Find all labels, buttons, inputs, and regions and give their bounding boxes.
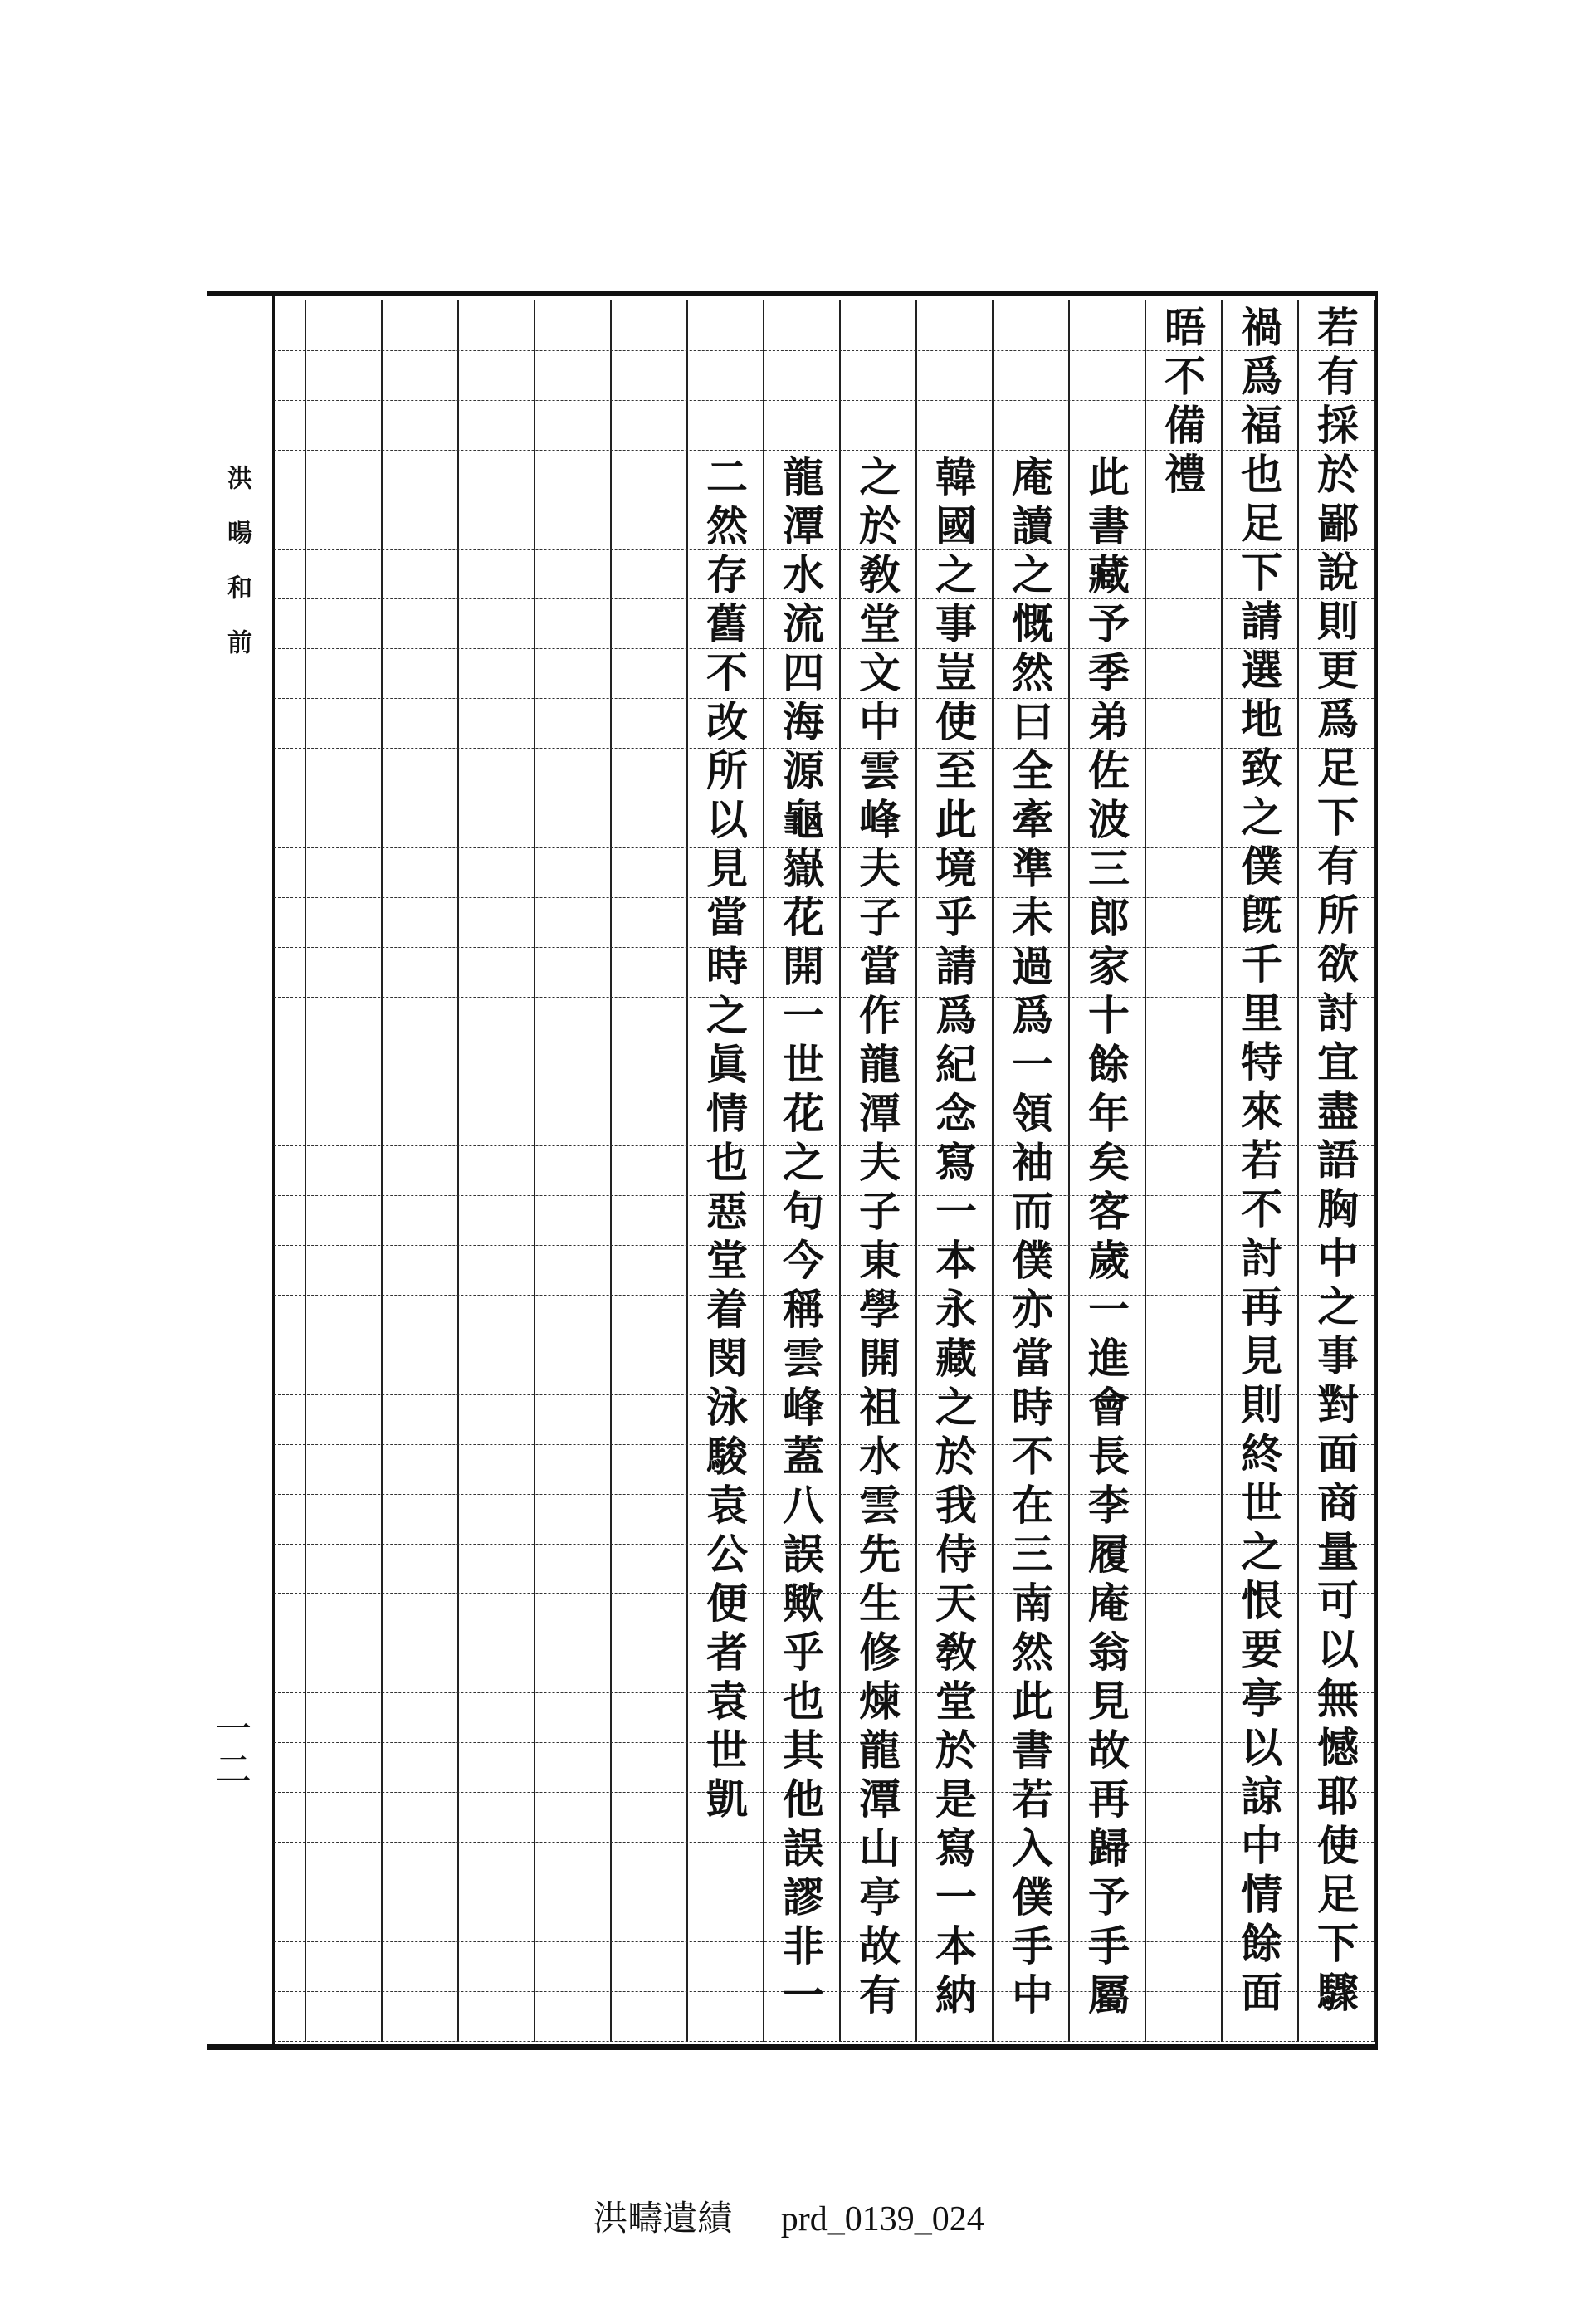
grid-column-line: [1145, 300, 1146, 2042]
grid-column-line: [610, 300, 612, 2042]
text-column-10: 二然存舊不改所以見當時之眞情也惡堂着閔泳駿袁公便者袁世凱: [700, 455, 749, 1826]
text-column-3: 晤不備禮: [1158, 305, 1207, 501]
grid-column-line: [457, 300, 459, 2042]
text-column-8: 之於敎堂文中雲峰夫子當作龍潭夫子東學開祖水雲先生修煉龍潭山亭故有: [852, 455, 901, 2022]
grid-column-line: [534, 300, 535, 2042]
text-column-1: 若有採於鄙說則更爲足下有所欲討宜盡語胸中之事對面商量可以無憾耶使足下驟: [1311, 305, 1360, 2019]
page-number: 一二: [208, 1710, 251, 1789]
grid-row-line: [274, 2041, 1374, 2042]
text-column-6: 庵讀之慨然曰全牽準未過爲一領袖而僕亦當時不在三南然此書若入僕手中: [1005, 455, 1054, 2022]
footer-doc-id: prd_0139_024: [780, 2200, 984, 2239]
grid-column-line: [1374, 300, 1375, 2042]
text-column-2: 禍爲福也足下請選地致之僕旣千里特來若不討再見則終世之恨要亭以諒中情餘面: [1234, 305, 1283, 2019]
grid-column-line: [305, 300, 306, 2042]
grid-column-line: [381, 300, 383, 2042]
text-column-9: 龍潭水流四海源龜嶽花開一世花之句今稱雲峰蓋八誤歟乎也其他誤謬非一: [776, 455, 825, 2022]
text-column-7: 韓國之事豈使至此境乎請爲紀念寫一本永藏之於我侍天敎堂於是寫一本納: [929, 455, 978, 2022]
footer-title: 洪疇遺績: [593, 2200, 733, 2239]
page-footer: [0, 2191, 1577, 2241]
text-column-5: 此書藏予季弟佐波三郎家十餘年矣客歲一進會長李履庵翁見故再歸予手屬: [1081, 455, 1130, 2022]
margin-label: 洪暘和前: [222, 465, 251, 684]
